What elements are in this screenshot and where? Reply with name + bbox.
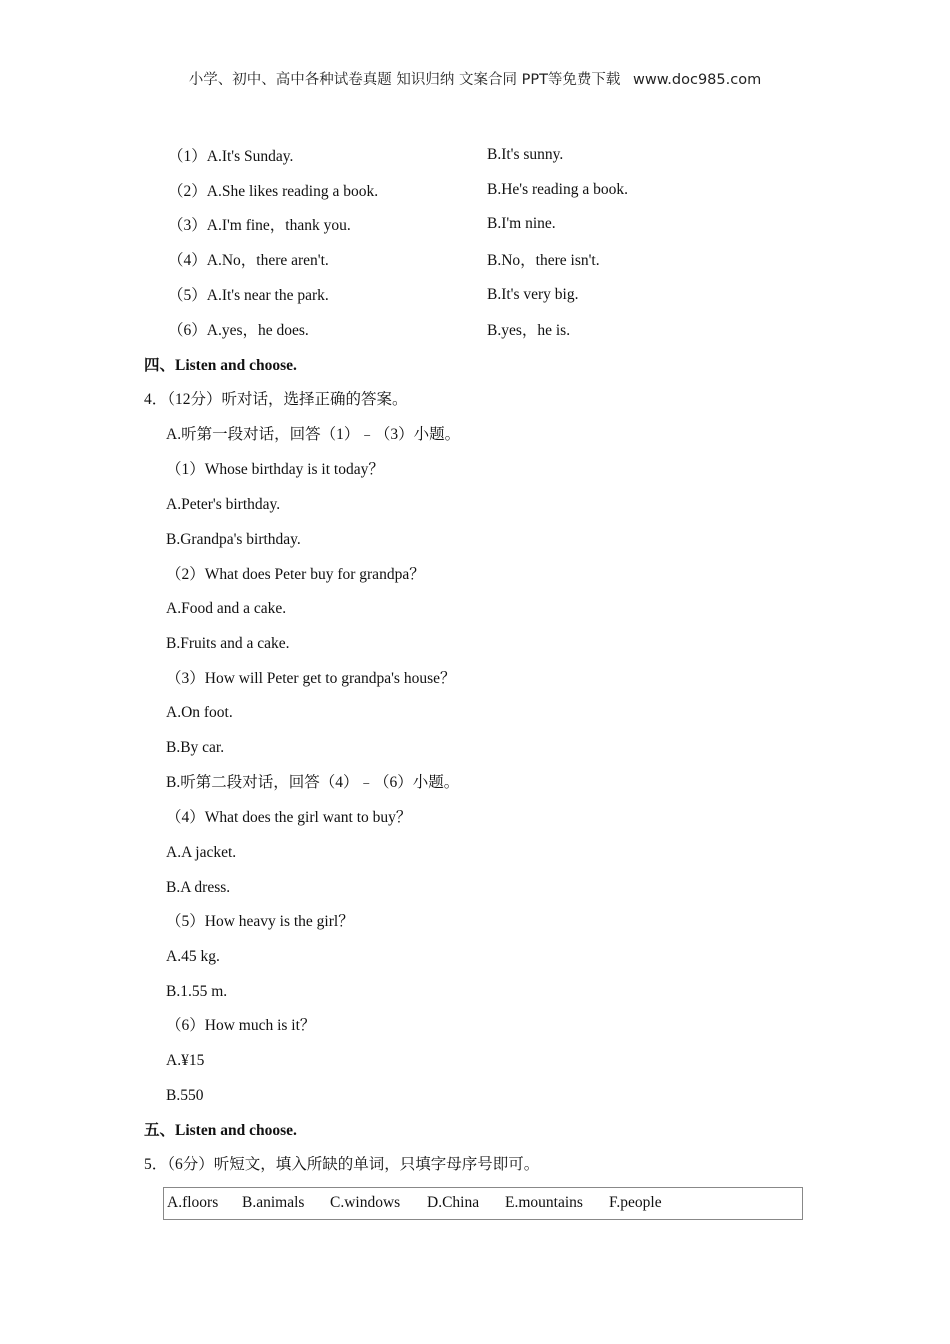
sub-question-5: （5）How heavy is the girl？ <box>166 913 354 930</box>
section-title: 四、Listen and choose. <box>144 357 297 374</box>
option-b: B.yes，he is. <box>487 322 571 339</box>
option-row <box>0 180 950 204</box>
header-url[interactable]: www.doc985.com <box>633 72 762 88</box>
section-title: 五、Listen and choose. <box>144 1122 297 1139</box>
option-a: （1）A.It's Sunday. <box>168 148 294 165</box>
sub-question-4: （4）What does the girl want to buy？ <box>166 809 412 826</box>
answer-option: B.1.55 m. <box>166 983 228 1000</box>
answer-option: B.Grandpa's birthday. <box>166 531 301 548</box>
answer-option: B.By car. <box>166 739 225 756</box>
answer-option: A.¥15 <box>166 1052 205 1069</box>
answer-option: B.A dress. <box>166 879 231 896</box>
sub-question-2: （2）What does Peter buy for grandpa？ <box>166 566 425 583</box>
answer-option: B.550 <box>166 1087 204 1104</box>
answer-option: A.45 kg. <box>166 948 220 965</box>
word-option: B.animals <box>242 1194 305 1211</box>
option-a: （4）A.No，there aren't. <box>168 252 329 269</box>
answer-option: A.On foot. <box>166 704 233 721</box>
option-row <box>0 319 950 343</box>
option-b: B.I'm nine. <box>487 215 556 232</box>
option-a: （6）A.yes，he does. <box>168 322 309 339</box>
option-row <box>0 249 950 273</box>
part-a-instruction: A.听第一段对话，回答（1）﹣（3）小题。 <box>166 426 461 443</box>
option-b: B.He's reading a book. <box>487 181 628 198</box>
option-b: B.No，there isn't. <box>487 252 600 269</box>
option-b: B.It's sunny. <box>487 146 564 163</box>
option-row <box>0 214 950 238</box>
word-bank-box <box>163 1187 803 1220</box>
word-option: A.floors <box>167 1194 219 1211</box>
word-option: D.China <box>427 1194 480 1211</box>
option-a: （2）A.She likes reading a book. <box>168 183 379 200</box>
page-header <box>0 68 950 89</box>
option-a: （3）A.I'm fine，thank you. <box>168 217 351 234</box>
answer-option: A.Peter's birthday. <box>166 496 281 513</box>
part-b-instruction: B.听第二段对话，回答（4）﹣（6）小题。 <box>166 774 460 791</box>
sub-question-1: （1）Whose birthday is it today？ <box>166 461 384 478</box>
sub-question-6: （6）How much is it？ <box>166 1017 316 1034</box>
option-row <box>0 145 950 169</box>
option-row <box>0 284 950 308</box>
word-option: F.people <box>609 1194 662 1211</box>
question-4: 4．（12分）听对话，选择正确的答案。 <box>144 391 408 408</box>
option-a: （5）A.It's near the park. <box>168 287 329 304</box>
word-option: C.windows <box>330 1194 401 1211</box>
answer-option: B.Fruits and a cake. <box>166 635 290 652</box>
question-5: 5．（6分）听短文，填入所缺的单词，只填字母序号即可。 <box>144 1156 540 1173</box>
word-option: E.mountains <box>505 1194 583 1211</box>
answer-option: A.Food and a cake. <box>166 600 287 617</box>
option-b: B.It's very big. <box>487 286 579 303</box>
answer-option: A.A jacket. <box>166 844 237 861</box>
sub-question-3: （3）How will Peter get to grandpa's house？ <box>166 670 456 687</box>
header-text: 小学、初中、高中各种试卷真题 知识归纳 文案合同 PPT等免费下载 <box>188 72 621 88</box>
